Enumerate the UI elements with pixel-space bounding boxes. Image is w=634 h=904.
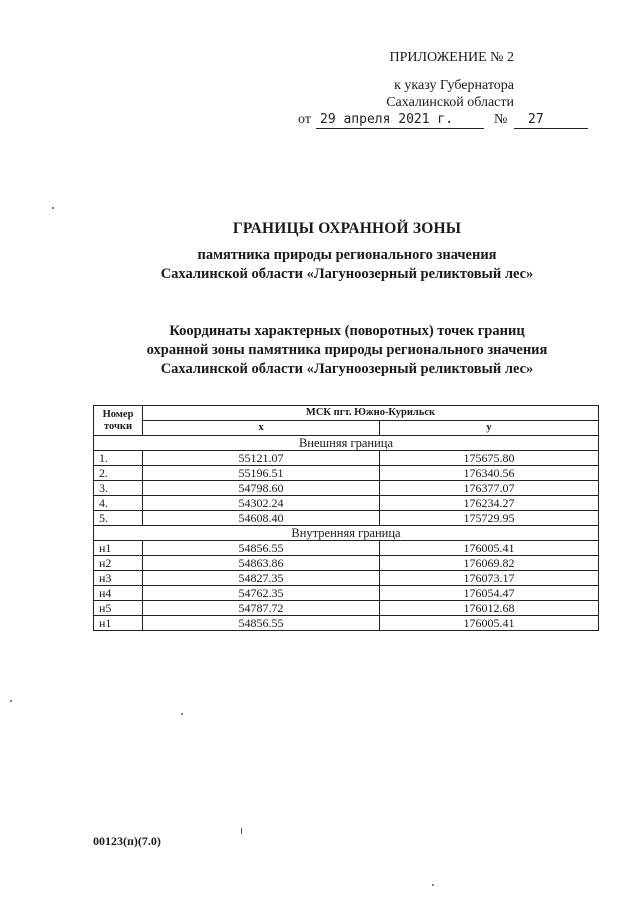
point-number-header: Номер точки [94,406,143,436]
scan-speck [241,828,242,834]
x-value: 54827.35 [143,571,380,586]
number-sign: № [494,112,508,127]
x-value: 54787.72 [143,601,380,616]
point-number: н4 [94,586,143,601]
point-number: 4. [94,496,143,511]
x-value: 54856.55 [143,541,380,556]
table-row [94,586,599,601]
date-prefix: от [298,112,311,127]
table-row [94,496,599,511]
point-number: 1. [94,451,143,466]
table-row [94,511,599,526]
document-code: 00123(п)(7.0) [93,834,161,848]
point-number: 5. [94,511,143,526]
outer-boundary-row [94,436,599,451]
inner-boundary-row [94,526,599,541]
table-row [94,616,599,631]
scan-speck [432,884,434,886]
inner-boundary-label: Внутренняя граница [94,526,599,541]
scan-speck [10,700,12,702]
decree-date-line [298,109,590,131]
point-number: 3. [94,481,143,496]
y-value: 176054.47 [380,586,599,601]
y-value: 176377.07 [380,481,599,496]
point-number: 2. [94,466,143,481]
x-column-header: х [143,421,380,436]
scan-speck [52,207,54,209]
annex-title: ПРИЛОЖЕНИЕ № 2 [389,50,514,65]
point-number: н1 [94,616,143,631]
outer-boundary-label: Внешняя граница [94,436,599,451]
table-row [94,451,599,466]
table-row [94,601,599,616]
decree-date: 29 апреля 2021 г. [316,112,484,129]
y-value: 176012.68 [380,601,599,616]
coordinates-heading-line-2: охранной зоны памятника природы регионального значения [146,342,548,358]
table-row [94,571,599,586]
x-value: 54856.55 [143,616,380,631]
y-value: 176340.56 [380,466,599,481]
table-row [94,481,599,496]
coordinate-system-header: МСК пгт. Южно-Курильск [143,406,599,421]
coordinates-heading [60,322,634,379]
annex-to-decree: к указу Губернатора [394,78,514,93]
subtitle-line-2: Сахалинской области «Лагуноозерный реликтовый лес» [160,266,534,282]
subtitle-line-1: памятника природы регионального значения [197,247,497,263]
y-column-header: у [380,421,599,436]
x-value: 54608.40 [143,511,380,526]
x-value: 54863.86 [143,556,380,571]
decree-number: 27 [514,112,588,129]
coordinates-heading-line-3: Сахалинской области «Лагуноозерный реликтовый лес» [160,361,534,377]
y-value: 176069.82 [380,556,599,571]
table-row [94,556,599,571]
annex-region: Сахалинской области [386,95,514,110]
y-value: 176005.41 [380,541,599,556]
x-value: 55121.07 [143,451,380,466]
table-header-row [94,406,599,421]
coordinates-table [93,405,599,631]
point-number: н2 [94,556,143,571]
x-value: 54798.60 [143,481,380,496]
y-value: 175675.80 [380,451,599,466]
table-row [94,466,599,481]
page-subtitle [60,246,634,284]
point-number: н1 [94,541,143,556]
point-number: н3 [94,571,143,586]
page-title: ГРАНИЦЫ ОХРАННОЙ ЗОНЫ [232,220,462,237]
coordinates-heading-line-1: Координаты характерных (поворотных) точек границ [169,323,525,339]
x-value: 54302.24 [143,496,380,511]
scan-speck [181,713,183,715]
x-value: 54762.35 [143,586,380,601]
table-subheader-row [94,421,599,436]
y-value: 176073.17 [380,571,599,586]
y-value: 176005.41 [380,616,599,631]
y-value: 176234.27 [380,496,599,511]
point-number: н5 [94,601,143,616]
x-value: 55196.51 [143,466,380,481]
table-row [94,541,599,556]
y-value: 175729.95 [380,511,599,526]
